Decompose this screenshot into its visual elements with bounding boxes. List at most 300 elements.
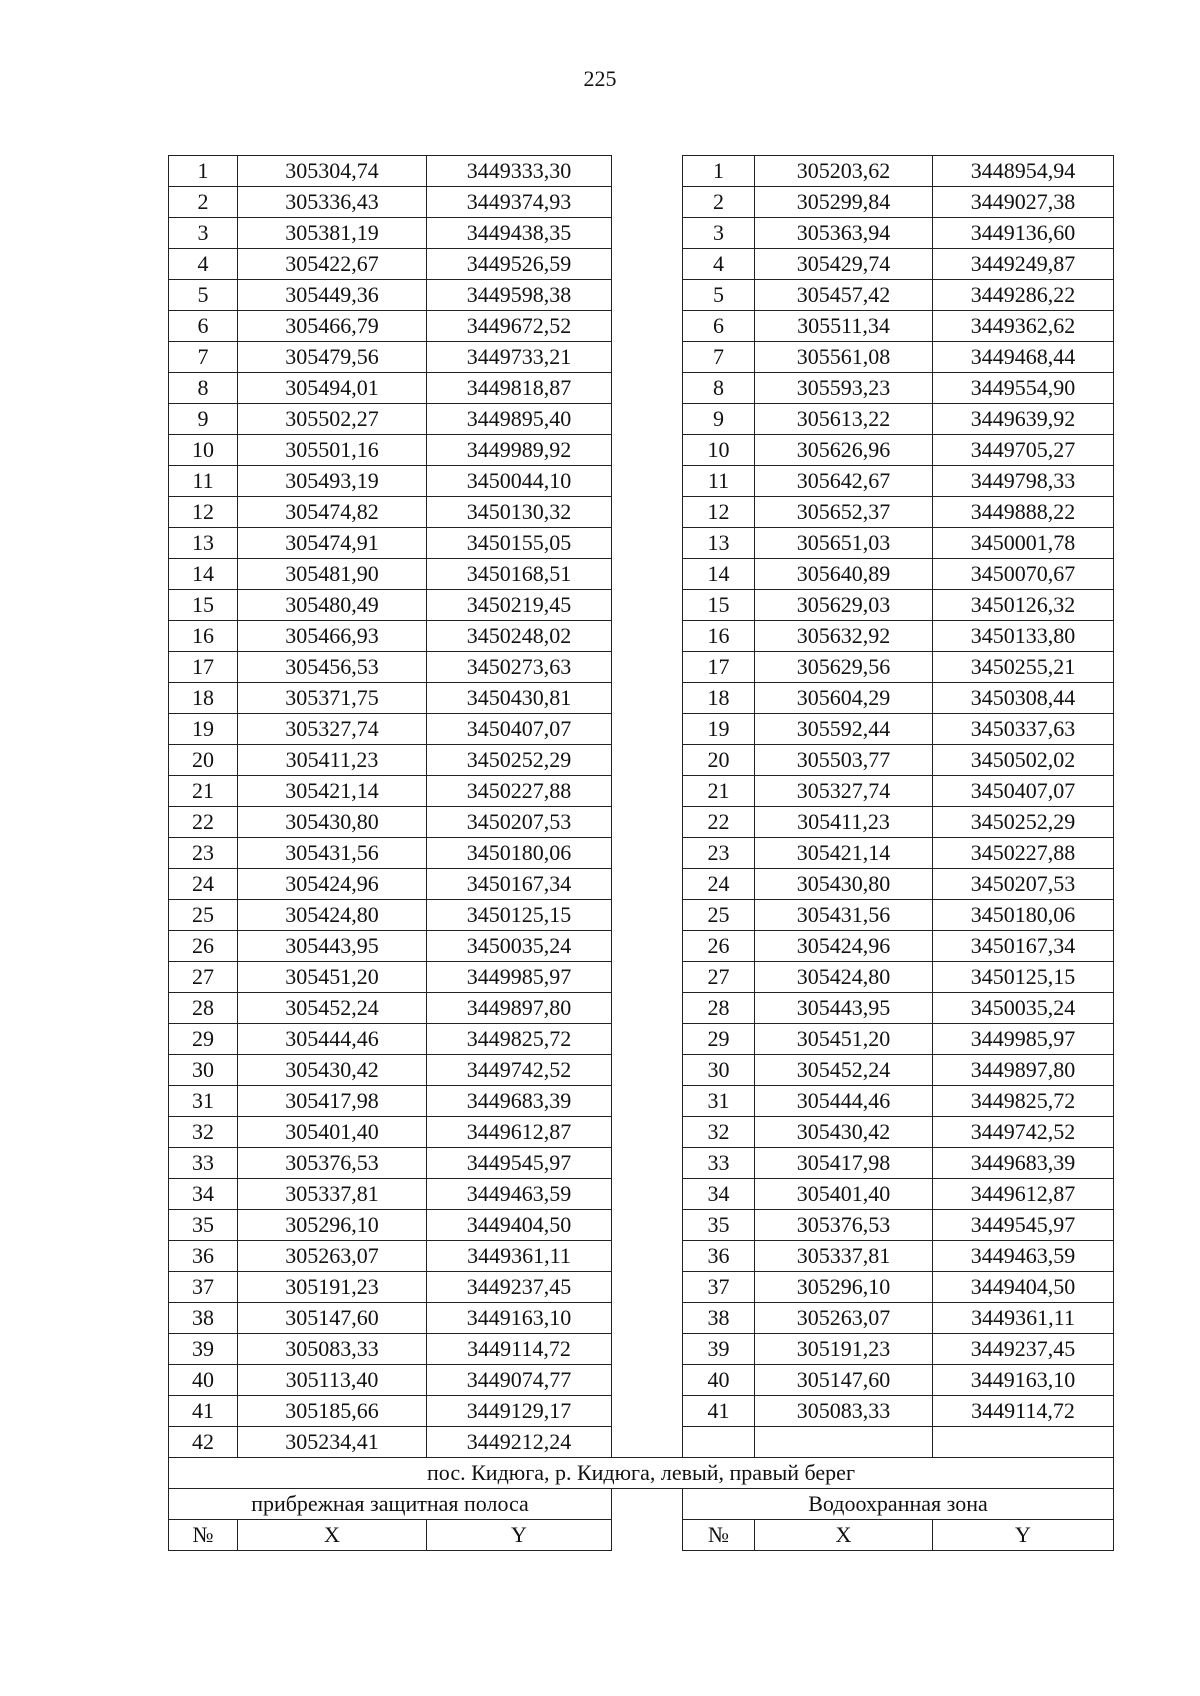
right-y-value: 3450035,24 — [933, 993, 1114, 1024]
right-x-value: 305629,56 — [755, 652, 933, 683]
left-point-number: 19 — [169, 714, 238, 745]
right-y-value: 3450227,88 — [933, 838, 1114, 869]
right-point-number: 32 — [683, 1117, 755, 1148]
right-y-value: 3449897,80 — [933, 1055, 1114, 1086]
right-point-number: 31 — [683, 1086, 755, 1117]
left-x-value: 305449,36 — [238, 280, 427, 311]
left-x-value: 305493,19 — [238, 466, 427, 497]
table-row — [169, 1272, 1114, 1303]
table-row — [169, 838, 1114, 869]
right-y-value: 3449361,11 — [933, 1303, 1114, 1334]
right-point-number: 23 — [683, 838, 755, 869]
right-y-value: 3450207,53 — [933, 869, 1114, 900]
table-row — [169, 342, 1114, 373]
left-y-value: 3449463,59 — [427, 1179, 612, 1210]
left-header-number: № — [169, 1520, 238, 1551]
left-y-value: 3449374,93 — [427, 187, 612, 218]
left-y-value: 3449672,52 — [427, 311, 612, 342]
right-x-value: 305592,44 — [755, 714, 933, 745]
right-y-value: 3448954,94 — [933, 156, 1114, 187]
left-y-value: 3449897,80 — [427, 993, 612, 1024]
left-x-value: 305113,40 — [238, 1365, 427, 1396]
right-point-number: 8 — [683, 373, 755, 404]
right-point-number: 16 — [683, 621, 755, 652]
left-point-number: 2 — [169, 187, 238, 218]
right-y-value: 3450252,29 — [933, 807, 1114, 838]
left-x-value: 305466,79 — [238, 311, 427, 342]
left-point-number: 28 — [169, 993, 238, 1024]
left-point-number: 39 — [169, 1334, 238, 1365]
left-point-number: 35 — [169, 1210, 238, 1241]
right-x-value: 305424,96 — [755, 931, 933, 962]
right-point-number: 13 — [683, 528, 755, 559]
right-point-number: 35 — [683, 1210, 755, 1241]
right-header-number: № — [683, 1520, 755, 1551]
table-row — [169, 1334, 1114, 1365]
left-y-value: 3450252,29 — [427, 745, 612, 776]
left-x-value: 305430,80 — [238, 807, 427, 838]
right-y-value: 3450167,34 — [933, 931, 1114, 962]
left-x-value: 305431,56 — [238, 838, 427, 869]
left-point-number: 18 — [169, 683, 238, 714]
left-point-number: 24 — [169, 869, 238, 900]
right-point-number: 37 — [683, 1272, 755, 1303]
left-y-value: 3450155,05 — [427, 528, 612, 559]
table-row — [169, 1117, 1114, 1148]
left-x-value: 305474,91 — [238, 528, 427, 559]
right-point-number: 11 — [683, 466, 755, 497]
right-x-value: 305561,08 — [755, 342, 933, 373]
right-y-value: 3449554,90 — [933, 373, 1114, 404]
right-x-value: 305299,84 — [755, 187, 933, 218]
page-number: 225 — [583, 66, 617, 91]
right-y-value: 3450180,06 — [933, 900, 1114, 931]
table-row — [169, 993, 1114, 1024]
table-row — [169, 1241, 1114, 1272]
left-point-number: 9 — [169, 404, 238, 435]
right-y-value: 3449639,92 — [933, 404, 1114, 435]
left-y-value: 3449612,87 — [427, 1117, 612, 1148]
left-point-number: 16 — [169, 621, 238, 652]
right-y-value: 3449985,97 — [933, 1024, 1114, 1055]
right-point-number: 28 — [683, 993, 755, 1024]
table-row — [169, 745, 1114, 776]
table-row — [169, 1303, 1114, 1334]
table-row — [169, 1086, 1114, 1117]
left-y-value: 3449985,97 — [427, 962, 612, 993]
table-row — [169, 559, 1114, 590]
left-x-value: 305494,01 — [238, 373, 427, 404]
left-y-value: 3450219,45 — [427, 590, 612, 621]
right-x-value: 305424,80 — [755, 962, 933, 993]
right-point-number — [683, 1427, 755, 1458]
left-x-value: 305263,07 — [238, 1241, 427, 1272]
left-x-value: 305376,53 — [238, 1148, 427, 1179]
left-y-value: 3449598,38 — [427, 280, 612, 311]
left-y-value: 3450273,63 — [427, 652, 612, 683]
right-y-value: 3449114,72 — [933, 1396, 1114, 1427]
left-x-value: 305466,93 — [238, 621, 427, 652]
left-point-number: 6 — [169, 311, 238, 342]
right-point-number: 20 — [683, 745, 755, 776]
right-y-value: 3449683,39 — [933, 1148, 1114, 1179]
right-point-number: 6 — [683, 311, 755, 342]
right-point-number: 12 — [683, 497, 755, 528]
table-row — [169, 590, 1114, 621]
right-x-value: 305363,94 — [755, 218, 933, 249]
table-row — [169, 311, 1114, 342]
left-x-value: 305296,10 — [238, 1210, 427, 1241]
right-y-value: 3449798,33 — [933, 466, 1114, 497]
left-x-value: 305083,33 — [238, 1334, 427, 1365]
right-x-value: 305147,60 — [755, 1365, 933, 1396]
right-x-value: 305421,14 — [755, 838, 933, 869]
right-y-value: 3449825,72 — [933, 1086, 1114, 1117]
right-y-value: 3449612,87 — [933, 1179, 1114, 1210]
table-row — [169, 776, 1114, 807]
right-x-value: 305417,98 — [755, 1148, 933, 1179]
right-point-number: 7 — [683, 342, 755, 373]
right-x-value: 305263,07 — [755, 1303, 933, 1334]
table-row — [169, 280, 1114, 311]
left-y-value: 3449129,17 — [427, 1396, 612, 1427]
right-x-value: 305443,95 — [755, 993, 933, 1024]
right-point-number: 40 — [683, 1365, 755, 1396]
right-x-value: 305451,20 — [755, 1024, 933, 1055]
right-y-value: 3449888,22 — [933, 497, 1114, 528]
left-y-value: 3449825,72 — [427, 1024, 612, 1055]
right-point-number: 24 — [683, 869, 755, 900]
left-x-value: 305417,98 — [238, 1086, 427, 1117]
left-y-value: 3449404,50 — [427, 1210, 612, 1241]
right-point-number: 38 — [683, 1303, 755, 1334]
right-point-number: 41 — [683, 1396, 755, 1427]
left-y-value: 3449818,87 — [427, 373, 612, 404]
right-point-number: 34 — [683, 1179, 755, 1210]
right-x-value: 305629,03 — [755, 590, 933, 621]
right-x-value: 305642,67 — [755, 466, 933, 497]
right-x-value: 305626,96 — [755, 435, 933, 466]
left-x-value: 305371,75 — [238, 683, 427, 714]
left-point-number: 37 — [169, 1272, 238, 1303]
left-point-number: 36 — [169, 1241, 238, 1272]
table-row — [169, 156, 1114, 187]
right-x-value: 305613,22 — [755, 404, 933, 435]
left-x-value: 305327,74 — [238, 714, 427, 745]
right-y-value: 3450502,02 — [933, 745, 1114, 776]
right-point-number: 1 — [683, 156, 755, 187]
right-point-number: 19 — [683, 714, 755, 745]
left-x-value: 305480,49 — [238, 590, 427, 621]
left-table-caption: прибрежная защитная полоса — [169, 1489, 612, 1520]
table-row — [169, 373, 1114, 404]
table-row — [169, 497, 1114, 528]
right-y-value — [933, 1427, 1114, 1458]
left-y-value: 3450035,24 — [427, 931, 612, 962]
left-x-value: 305381,19 — [238, 218, 427, 249]
left-point-number: 5 — [169, 280, 238, 311]
right-x-value: 305452,24 — [755, 1055, 933, 1086]
right-x-value: 305203,62 — [755, 156, 933, 187]
right-x-value: 305337,81 — [755, 1241, 933, 1272]
right-x-value: 305327,74 — [755, 776, 933, 807]
left-point-number: 22 — [169, 807, 238, 838]
left-point-number: 26 — [169, 931, 238, 962]
left-x-value: 305185,66 — [238, 1396, 427, 1427]
left-point-number: 1 — [169, 156, 238, 187]
left-y-value: 3450430,81 — [427, 683, 612, 714]
left-y-value: 3449163,10 — [427, 1303, 612, 1334]
right-point-number: 9 — [683, 404, 755, 435]
left-point-number: 34 — [169, 1179, 238, 1210]
left-y-value: 3449733,21 — [427, 342, 612, 373]
right-y-value: 3450001,78 — [933, 528, 1114, 559]
right-x-value: 305429,74 — [755, 249, 933, 280]
left-y-value: 3449333,30 — [427, 156, 612, 187]
right-point-number: 30 — [683, 1055, 755, 1086]
left-point-number: 21 — [169, 776, 238, 807]
right-x-value: 305191,23 — [755, 1334, 933, 1365]
right-point-number: 36 — [683, 1241, 755, 1272]
left-y-value: 3450167,34 — [427, 869, 612, 900]
left-y-value: 3450248,02 — [427, 621, 612, 652]
right-y-value: 3450125,15 — [933, 962, 1114, 993]
right-point-number: 18 — [683, 683, 755, 714]
right-y-value: 3449545,97 — [933, 1210, 1114, 1241]
table-row — [169, 1179, 1114, 1210]
left-y-value: 3450180,06 — [427, 838, 612, 869]
right-y-value: 3449249,87 — [933, 249, 1114, 280]
left-x-value: 305421,14 — [238, 776, 427, 807]
right-point-number: 26 — [683, 931, 755, 962]
left-x-value: 305401,40 — [238, 1117, 427, 1148]
right-x-value: 305593,23 — [755, 373, 933, 404]
table-row — [169, 1055, 1114, 1086]
right-y-value: 3449163,10 — [933, 1365, 1114, 1396]
table-row — [169, 962, 1114, 993]
left-y-value: 3449237,45 — [427, 1272, 612, 1303]
left-point-number: 10 — [169, 435, 238, 466]
left-y-value: 3449895,40 — [427, 404, 612, 435]
left-y-value: 3449526,59 — [427, 249, 612, 280]
left-x-value: 305147,60 — [238, 1303, 427, 1334]
right-point-number: 17 — [683, 652, 755, 683]
right-point-number: 29 — [683, 1024, 755, 1055]
left-y-value: 3450125,15 — [427, 900, 612, 931]
right-x-value: 305652,37 — [755, 497, 933, 528]
left-x-value: 305502,27 — [238, 404, 427, 435]
right-point-number: 5 — [683, 280, 755, 311]
left-x-value: 305411,23 — [238, 745, 427, 776]
right-x-value: 305651,03 — [755, 528, 933, 559]
left-point-number: 23 — [169, 838, 238, 869]
table-row — [169, 807, 1114, 838]
right-point-number: 22 — [683, 807, 755, 838]
left-point-number: 17 — [169, 652, 238, 683]
table-footer — [169, 1458, 1114, 1551]
left-point-number: 30 — [169, 1055, 238, 1086]
right-point-number: 21 — [683, 776, 755, 807]
left-header-x: X — [238, 1520, 427, 1551]
right-x-value: 305430,80 — [755, 869, 933, 900]
left-x-value: 305430,42 — [238, 1055, 427, 1086]
right-point-number: 15 — [683, 590, 755, 621]
right-y-value: 3449742,52 — [933, 1117, 1114, 1148]
left-point-number: 13 — [169, 528, 238, 559]
right-x-value: 305457,42 — [755, 280, 933, 311]
right-x-value: 305376,53 — [755, 1210, 933, 1241]
left-point-number: 12 — [169, 497, 238, 528]
right-y-value: 3449027,38 — [933, 187, 1114, 218]
table-row — [169, 714, 1114, 745]
left-y-value: 3450407,07 — [427, 714, 612, 745]
left-point-number: 15 — [169, 590, 238, 621]
table-row — [169, 1396, 1114, 1427]
table-row — [169, 683, 1114, 714]
right-y-value: 3450255,21 — [933, 652, 1114, 683]
left-y-value: 3450168,51 — [427, 559, 612, 590]
left-x-value: 305501,16 — [238, 435, 427, 466]
left-x-value: 305452,24 — [238, 993, 427, 1024]
left-y-value: 3449742,52 — [427, 1055, 612, 1086]
left-x-value: 305424,96 — [238, 869, 427, 900]
left-point-number: 7 — [169, 342, 238, 373]
table-row — [169, 404, 1114, 435]
table-row — [169, 900, 1114, 931]
coordinates-rows — [169, 156, 1114, 1458]
left-x-value: 305481,90 — [238, 559, 427, 590]
left-point-number: 20 — [169, 745, 238, 776]
right-header-y: Y — [933, 1520, 1114, 1551]
left-x-value: 305456,53 — [238, 652, 427, 683]
right-x-value: 305296,10 — [755, 1272, 933, 1303]
left-point-number: 40 — [169, 1365, 238, 1396]
right-point-number: 39 — [683, 1334, 755, 1365]
left-x-value: 305444,46 — [238, 1024, 427, 1055]
left-y-value: 3449545,97 — [427, 1148, 612, 1179]
table-row — [169, 931, 1114, 962]
table-row — [169, 1024, 1114, 1055]
right-x-value: 305430,42 — [755, 1117, 933, 1148]
table-row — [169, 621, 1114, 652]
table-row — [169, 1365, 1114, 1396]
table-row — [169, 652, 1114, 683]
left-y-value: 3450044,10 — [427, 466, 612, 497]
left-point-number: 14 — [169, 559, 238, 590]
right-y-value: 3450133,80 — [933, 621, 1114, 652]
left-y-value: 3450130,32 — [427, 497, 612, 528]
right-point-number: 10 — [683, 435, 755, 466]
right-x-value — [755, 1427, 933, 1458]
right-point-number: 2 — [683, 187, 755, 218]
left-y-value: 3449438,35 — [427, 218, 612, 249]
left-point-number: 8 — [169, 373, 238, 404]
left-x-value: 305422,67 — [238, 249, 427, 280]
left-x-value: 305337,81 — [238, 1179, 427, 1210]
left-x-value: 305474,82 — [238, 497, 427, 528]
right-x-value: 305632,92 — [755, 621, 933, 652]
right-y-value: 3450126,32 — [933, 590, 1114, 621]
left-point-number: 32 — [169, 1117, 238, 1148]
left-point-number: 41 — [169, 1396, 238, 1427]
table-row — [169, 466, 1114, 497]
left-x-value: 305443,95 — [238, 931, 427, 962]
right-table-caption: Водоохранная зона — [683, 1489, 1114, 1520]
right-x-value: 305503,77 — [755, 745, 933, 776]
right-y-value: 3450070,67 — [933, 559, 1114, 590]
left-y-value: 3450207,53 — [427, 807, 612, 838]
left-x-value: 305424,80 — [238, 900, 427, 931]
left-x-value: 305336,43 — [238, 187, 427, 218]
right-point-number: 4 — [683, 249, 755, 280]
right-y-value: 3449286,22 — [933, 280, 1114, 311]
right-x-value: 305411,23 — [755, 807, 933, 838]
right-x-value: 305511,34 — [755, 311, 933, 342]
right-y-value: 3449362,62 — [933, 311, 1114, 342]
right-x-value: 305604,29 — [755, 683, 933, 714]
section-title: пос. Кидюга, р. Кидюга, левый, правый берег — [169, 1458, 1114, 1489]
right-y-value: 3449705,27 — [933, 435, 1114, 466]
left-point-number: 3 — [169, 218, 238, 249]
left-x-value: 305234,41 — [238, 1427, 427, 1458]
left-x-value: 305451,20 — [238, 962, 427, 993]
right-y-value: 3449404,50 — [933, 1272, 1114, 1303]
table-row — [169, 249, 1114, 280]
right-x-value: 305444,46 — [755, 1086, 933, 1117]
right-y-value: 3449136,60 — [933, 218, 1114, 249]
left-x-value: 305304,74 — [238, 156, 427, 187]
left-point-number: 11 — [169, 466, 238, 497]
right-point-number: 27 — [683, 962, 755, 993]
table-row — [169, 187, 1114, 218]
right-point-number: 14 — [683, 559, 755, 590]
coordinates-document — [168, 155, 1113, 1551]
right-x-value: 305401,40 — [755, 1179, 933, 1210]
left-point-number: 38 — [169, 1303, 238, 1334]
left-x-value: 305191,23 — [238, 1272, 427, 1303]
left-header-y: Y — [427, 1520, 612, 1551]
left-y-value: 3450227,88 — [427, 776, 612, 807]
right-point-number: 25 — [683, 900, 755, 931]
right-y-value: 3450337,63 — [933, 714, 1114, 745]
left-y-value: 3449361,11 — [427, 1241, 612, 1272]
right-point-number: 33 — [683, 1148, 755, 1179]
left-point-number: 31 — [169, 1086, 238, 1117]
right-x-value: 305640,89 — [755, 559, 933, 590]
left-y-value: 3449989,92 — [427, 435, 612, 466]
right-y-value: 3449463,59 — [933, 1241, 1114, 1272]
right-x-value: 305431,56 — [755, 900, 933, 931]
table-row — [169, 218, 1114, 249]
left-point-number: 33 — [169, 1148, 238, 1179]
right-point-number: 3 — [683, 218, 755, 249]
left-point-number: 27 — [169, 962, 238, 993]
left-y-value: 3449074,77 — [427, 1365, 612, 1396]
left-y-value: 3449212,24 — [427, 1427, 612, 1458]
table-row — [169, 435, 1114, 466]
left-y-value: 3449683,39 — [427, 1086, 612, 1117]
table-row — [169, 1148, 1114, 1179]
left-point-number: 4 — [169, 249, 238, 280]
coordinates-table — [168, 155, 1114, 1551]
table-row — [169, 528, 1114, 559]
left-point-number: 25 — [169, 900, 238, 931]
right-x-value: 305083,33 — [755, 1396, 933, 1427]
right-y-value: 3450407,07 — [933, 776, 1114, 807]
right-y-value: 3449237,45 — [933, 1334, 1114, 1365]
left-point-number: 42 — [169, 1427, 238, 1458]
table-row — [169, 869, 1114, 900]
